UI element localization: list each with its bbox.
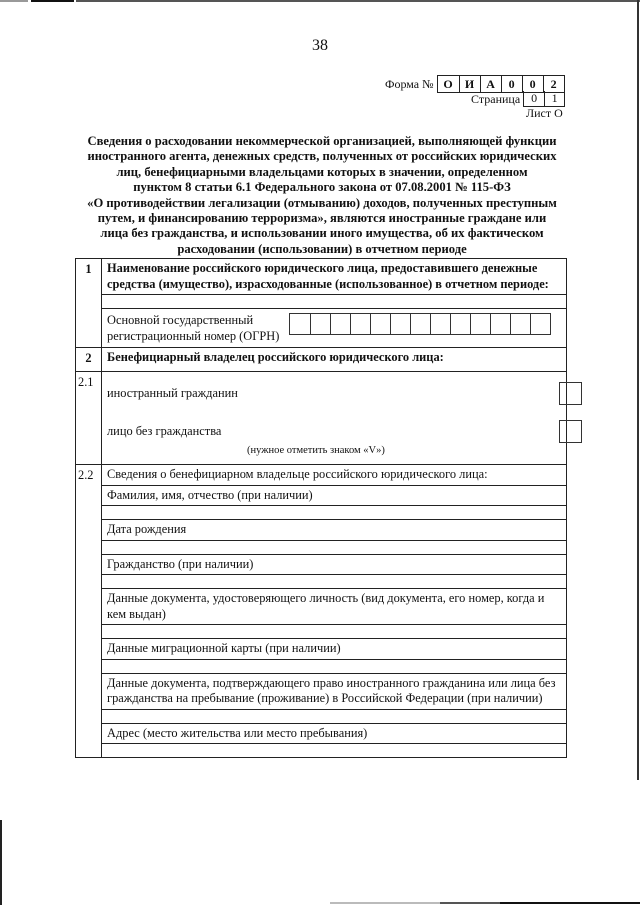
ogrn-digit-box[interactable] (530, 314, 550, 334)
page-code-cells (523, 91, 565, 107)
title-line: лиц, бенефициарными владельцами которых в значении, определенном (116, 164, 528, 179)
sheet-label: Лист О (526, 106, 563, 120)
section-1-heading: Наименование российского юридического лица, предоставившего денежные средства (имущество), израсходованные (использованное) в отчетном периоде: (107, 261, 549, 291)
ogrn-digit-box[interactable] (350, 314, 370, 334)
legal-entity-name-field[interactable] (102, 294, 566, 308)
field-label-identity-document: Данные документа, удостоверяющего личность (вид документа, его номер, когда и кем выдан) (102, 588, 566, 624)
scan-edge-bottom (330, 902, 640, 904)
birth-date-field[interactable] (102, 540, 566, 554)
section-number: 2.2 (76, 465, 102, 757)
address-field[interactable] (102, 743, 566, 757)
ogrn-digit-box[interactable] (450, 314, 470, 334)
ogrn-digit-box[interactable] (310, 314, 330, 334)
form-code-cell: 0 (501, 76, 522, 92)
document-title (72, 134, 572, 257)
stateless-checkbox[interactable] (559, 420, 582, 443)
ogrn-label: Основной государственный регистрационный номер (ОГРН) (107, 313, 280, 343)
form-code-label: Форма № (385, 76, 434, 91)
page-code-cell: 0 (531, 91, 538, 105)
page-code-label: Страница (471, 91, 521, 106)
title-line: путем, и финансированию терроризма», являются иностранные граждане или (97, 211, 547, 226)
section-2-2-heading: Сведения о бенефициарном владельце российского юридического лица: (107, 467, 488, 481)
form-code-cell: 2 (543, 76, 564, 92)
title-line: пунктом 8 статьи 6.1 Федерального закона от 07.08.2001 № 115-ФЗ (133, 180, 511, 195)
ogrn-digit-box[interactable] (470, 314, 490, 334)
field-label-birth-date: Дата рождения (102, 519, 566, 540)
form-code-cell: 0 (522, 76, 543, 92)
form-table (75, 258, 567, 758)
ogrn-digit-box[interactable] (490, 314, 510, 334)
scan-edge-top (0, 0, 640, 2)
section-number: 1 (76, 259, 102, 347)
field-label-citizenship: Гражданство (при наличии) (102, 554, 566, 575)
page-code-cell: 1 (544, 91, 564, 106)
section-2-2 (76, 464, 566, 757)
migration-card-field[interactable] (102, 659, 566, 673)
form-code-cell: А (480, 76, 501, 92)
ogrn-digit-box[interactable] (330, 314, 350, 334)
ogrn-digit-box[interactable] (370, 314, 390, 334)
field-label-address: Адрес (место жительства или место пребывания) (102, 723, 566, 744)
ogrn-digit-box[interactable] (290, 314, 310, 334)
page-code (471, 91, 565, 107)
citizenship-field[interactable] (102, 574, 566, 588)
section-2-1 (76, 371, 566, 464)
form-code-cell: О (443, 76, 453, 91)
ogrn-digit-box[interactable] (510, 314, 530, 334)
ogrn-input-cells[interactable] (289, 313, 551, 335)
option-foreign-citizen-label: иностранный гражданин (107, 386, 238, 400)
option-foreign-citizen (107, 382, 582, 405)
field-label-migration-card: Данные миграционной карты (при наличии) (102, 638, 566, 659)
ogrn-digit-box[interactable] (390, 314, 410, 334)
section-number: 2.1 (76, 372, 102, 464)
section-2-heading: Бенефициарный владелец российского юридического лица: (107, 350, 444, 364)
checkbox-hint: (нужное отметить знаком «V») (247, 445, 385, 456)
scan-edge-right (637, 0, 639, 780)
title-line: расходовании (использовании) в отчетном периоде (177, 241, 467, 256)
title-line: иностранного агента, денежных средств, полученных от российских юридических (87, 149, 557, 164)
section-number: 2 (76, 348, 102, 371)
ogrn-digit-box[interactable] (430, 314, 450, 334)
scan-edge-left (0, 820, 2, 905)
section-1 (76, 259, 566, 347)
form-code-cell: И (459, 76, 480, 92)
foreign-citizen-checkbox[interactable] (559, 382, 582, 405)
full-name-field[interactable] (102, 505, 566, 519)
page-number: 38 (312, 37, 328, 54)
title-line: Сведения о расходовании некоммерческой организацией, выполняющей функции (87, 134, 557, 148)
residence-permit-field[interactable] (102, 709, 566, 723)
identity-document-field[interactable] (102, 624, 566, 638)
field-label-residence-permit: Данные документа, подтверждающего право иностранного гражданина или лица без гражданства на пребывание (проживание) в Российской Федерации (при наличии) (102, 673, 566, 709)
option-stateless (107, 420, 582, 443)
ogrn-digit-box[interactable] (410, 314, 430, 334)
section-2 (76, 347, 566, 371)
title-line: лица без гражданства, и использовании иного имущества, об их фактическом (100, 226, 544, 241)
field-label-full-name: Фамилия, имя, отчество (при наличии) (102, 485, 566, 506)
title-line: «О противодействии легализации (отмыванию) доходов, полученных преступным (87, 195, 557, 210)
ogrn-row (102, 308, 566, 347)
option-stateless-label: лицо без гражданства (107, 424, 222, 438)
